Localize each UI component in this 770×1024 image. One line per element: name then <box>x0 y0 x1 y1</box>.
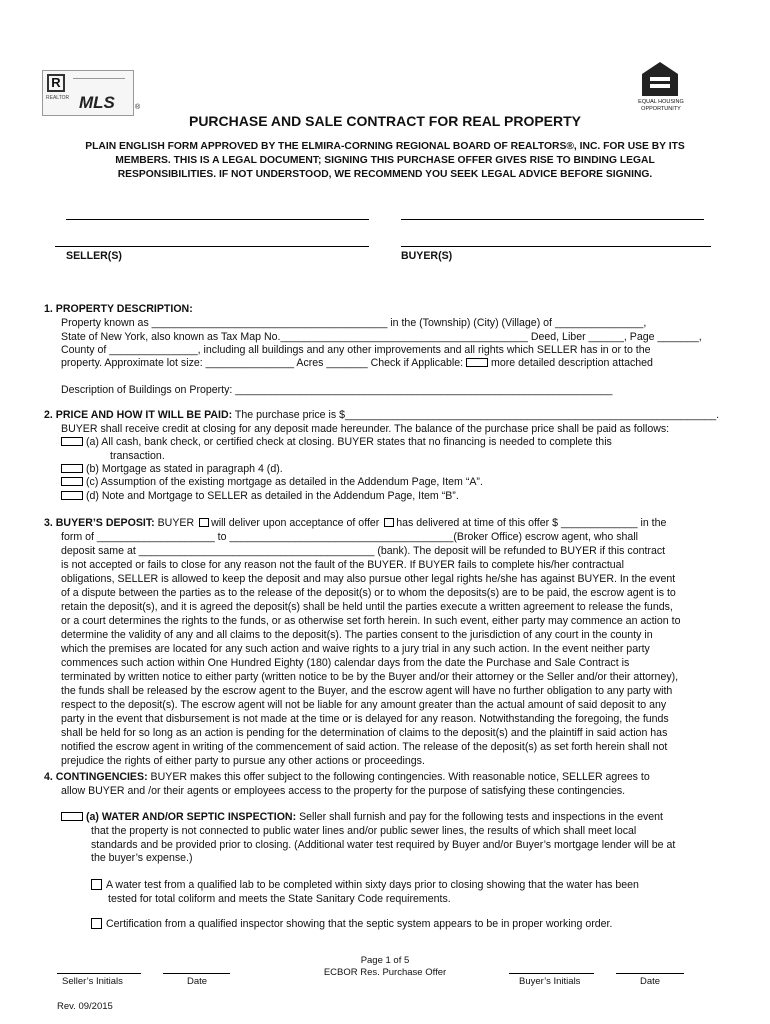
s1-buildings: Description of Buildings on Property: ________________________________________________________________ <box>61 384 613 396</box>
s1-lot-suffix: more detailed description attached <box>491 357 653 369</box>
will-deliver-checkbox[interactable] <box>199 518 209 527</box>
option-a-label: (a) All cash, bank check, or certified check at closing. BUYER states that no financing is needed to complete this <box>86 436 612 448</box>
s3-line-3: deposit same at ________________________________________ (bank). The deposit will be refunded to BUYER if this contract <box>61 545 666 557</box>
water-test-checkbox[interactable] <box>91 879 102 890</box>
page-number: Page 1 of 5 <box>360 955 410 966</box>
s1-line-1: Property known as ________________________________________ in the (Township) (City) (Village) of _______________, <box>61 317 647 329</box>
detailed-description-checkbox[interactable] <box>466 358 488 367</box>
revision-label: Rev. 09/2015 <box>57 1001 113 1012</box>
seller-signature-line-2[interactable] <box>55 246 369 247</box>
s4a-line <box>61 811 663 823</box>
seller-signature-line-1[interactable] <box>66 219 369 220</box>
s3-body-line: retain the deposit(s), and it is agreed the deposit(s) shall be held until the parties execute a written agreement to release the funds, <box>61 601 673 613</box>
mls-label: MLS <box>79 93 115 112</box>
s4a-rest: Seller shall furnish and pay for the following tests and inspections in the event <box>296 811 664 823</box>
seller-initials-line[interactable] <box>57 973 141 974</box>
s1-lot-line <box>61 357 653 369</box>
s3-has-delivered: has delivered at time of this offer $ _____________ in the <box>396 517 667 529</box>
registered-mark: ® <box>135 104 141 111</box>
s3-body-line: obligations, SELLER is allowed to keep the deposit and may also pursue other legal rights he/she has against BUYER. In the event <box>61 573 676 585</box>
s3-body-line: commences such action within One Hundred Eighty (180) calendar days from the date the Purchase and Sale Contract is <box>61 657 630 669</box>
septic-checkbox[interactable] <box>91 918 102 929</box>
section-3-heading: 3. BUYER’S DEPOSIT: <box>44 517 155 529</box>
s4a-heading: (a) WATER AND/OR SEPTIC INSPECTION: <box>86 811 297 823</box>
buyer-signature-line-1[interactable] <box>401 219 704 220</box>
payment-option-b <box>61 463 283 475</box>
s1-line-3: County of _______________, including all buildings and any other improvements and all rights which SELLER has in or to the <box>61 344 651 356</box>
realtor-r-icon: R <box>47 74 65 92</box>
s3-line-2: form of ____________________ to ______________________________________(Broker Office) escrow agent, who shall <box>61 531 639 543</box>
s3-body-line: which the premises are located for any such action and waive rights to a jury trial in any such action. In the event neither party <box>61 643 650 655</box>
s3-body-line: terminated by written notice to either party (written notice to be by the Buyer and/or their attorney or the Seller and/or their attorney), <box>61 671 679 683</box>
option-d-label: (d) Note and Mortgage to SELLER as detailed in the Addendum Page, Item “B”. <box>86 490 459 502</box>
payment-option-c <box>61 476 483 488</box>
s4a-line-4: the buyer’s expense.) <box>91 852 193 864</box>
seller-date-label: Date <box>187 976 208 987</box>
option-a-continuation: transaction. <box>110 450 165 462</box>
seller-date-line[interactable] <box>163 973 230 974</box>
section-2-heading-line <box>44 409 719 421</box>
purchase-price-text: The purchase price is $_______________________________________________________________. <box>232 409 720 421</box>
s4-heading-rest: BUYER makes this offer subject to the following contingencies. With reasonable notice, SELLER agrees to <box>147 771 650 783</box>
s3-body-line: is not accepted or fails to close for any reason not the fault of the BUYER. If BUYER fails to complete his/her contractual <box>61 559 624 571</box>
s3-body-line: the funds shall be released by the escrow agent to the Buyer, and the escrow agent will have no further obligation to any party with <box>61 685 673 697</box>
s3-body-line: or a court determines the rights to the funds, or as otherwise set forth herein. In such event, either party may commence an action to <box>61 615 681 627</box>
section-4-heading: 4. CONTINGENCIES: <box>44 771 148 783</box>
option-b-checkbox[interactable] <box>61 464 83 473</box>
section-3-line-1 <box>44 517 666 529</box>
water-test-line-2: tested for total coliform and meets the State Sanitary Code requirements. <box>108 893 451 905</box>
s3-body-line: shall be held for so long as an action is pending for the determination of claims to the deposit(s) and the plaintiff in said action has <box>61 727 668 739</box>
s3-body-line: notified the escrow agent in writing of the commencement of said action. The release of the deposit(s) as set forth herein shall not <box>61 741 668 753</box>
payment-option-d <box>61 490 459 502</box>
option-a-checkbox[interactable] <box>61 437 83 446</box>
seller-initials-label: Seller’s Initials <box>62 976 123 987</box>
water-test-label: A water test from a qualified lab to be completed within sixty days prior to closing showing that the water has been <box>106 879 639 891</box>
s4-line-2: allow BUYER and /or their agents or employees access to the property for the purpose of satisfying these contingencies. <box>61 785 626 797</box>
buyer-date-line[interactable] <box>616 973 684 974</box>
intro-line-2: MEMBERS. THIS IS A LEGAL DOCUMENT; SIGNING THIS PURCHASE OFFER GIVES RISE TO BINDING LEGAL <box>115 155 655 166</box>
page-title: PURCHASE AND SALE CONTRACT FOR REAL PROPERTY <box>188 113 582 129</box>
s3-buyer: BUYER <box>154 517 195 529</box>
s4a-line-2: that the property is not connected to public water lines and/or public sewer lines, the results of which shall meet local <box>91 825 637 837</box>
s2-line-2: BUYER shall receive credit at closing for any deposit made hereunder. The balance of the purchase price shall be paid as follows: <box>61 423 670 435</box>
s3-body-line: of a dispute between the parties as to the release of the deposit(s) or to whom the deposits(s) are to be paid, the escrow agent is to <box>61 587 676 599</box>
s1-line-2: State of New York, also known as Tax Map No.__________________________________________ Deed, Liber ______, Page _______, <box>61 331 702 343</box>
equal-housing-logo <box>636 60 686 116</box>
buyer-date-label: Date <box>640 976 661 987</box>
s3-body <box>61 558 721 768</box>
buyer-label: BUYER(S) <box>401 250 453 262</box>
equal-housing-icon <box>640 60 680 98</box>
form-name: ECBOR Res. Purchase Offer <box>323 967 447 978</box>
equal-housing-label: EQUAL HOUSING OPPORTUNITY <box>638 99 684 112</box>
buyer-initials-line[interactable] <box>509 973 594 974</box>
s1-lot-prefix: property. Approximate lot size: _______________ Acres _______ Check if Applicable: <box>61 357 464 369</box>
option-c-label: (c) Assumption of the existing mortgage as detailed in the Addendum Page, Item “A”. <box>86 476 483 488</box>
s3-body-line: determine the validity of any and all claims to the deposit(s). The parties consent to the jurisdiction of any court in the county in <box>61 629 653 641</box>
realtor-label: REALTOR <box>46 95 70 101</box>
section-4-line-1 <box>44 771 650 783</box>
option-d-checkbox[interactable] <box>61 491 83 500</box>
s4a-line-3: standards and be provided prior to closing. (Additional water test required by Buyer and/or Buyer’s mortgage lender will be at <box>91 839 676 851</box>
realtor-mls-logo <box>42 70 134 116</box>
buyer-initials-label: Buyer’s Initials <box>519 976 581 987</box>
intro-line-3: RESPONSIBILITIES. IF NOT UNDERSTOOD, WE RECOMMEND YOU SEEK LEGAL ADVICE BEFORE SIGNING. <box>117 169 653 180</box>
septic-line <box>91 918 612 930</box>
intro-line-1: PLAIN ENGLISH FORM APPROVED BY THE ELMIRA-CORNING REGIONAL BOARD OF REALTORS®, INC. FOR USE BY ITS <box>85 141 685 152</box>
water-test-line <box>91 879 639 891</box>
has-delivered-checkbox[interactable] <box>384 518 394 527</box>
septic-label: Certification from a qualified inspector showing that the septic system appears to be in proper working order. <box>106 918 613 930</box>
s3-body-line: respect to the deposit(s). The escrow agent will not be liable for any amount greater than the actual amount of said deposit to any <box>61 699 667 711</box>
s3-body-line: party in the event that disbursement is not made at the time or is delayed for any reason. Notwithstanding the foregoing, the funds <box>61 713 669 725</box>
payment-option-a <box>61 436 612 448</box>
seller-label: SELLER(S) <box>66 250 122 262</box>
option-b-label: (b) Mortgage as stated in paragraph 4 (d). <box>86 463 283 475</box>
s3-will-deliver: will deliver upon acceptance of offer <box>211 517 380 529</box>
s3-body-line: prejudice the rights of either party to pursue any other actions or proceedings. <box>61 755 425 767</box>
option-c-checkbox[interactable] <box>61 477 83 486</box>
section-2-heading: 2. PRICE AND HOW IT WILL BE PAID: <box>44 409 233 421</box>
water-septic-checkbox[interactable] <box>61 812 83 821</box>
buyer-signature-line-2[interactable] <box>401 246 711 247</box>
section-1-heading: 1. PROPERTY DESCRIPTION: <box>44 303 193 315</box>
